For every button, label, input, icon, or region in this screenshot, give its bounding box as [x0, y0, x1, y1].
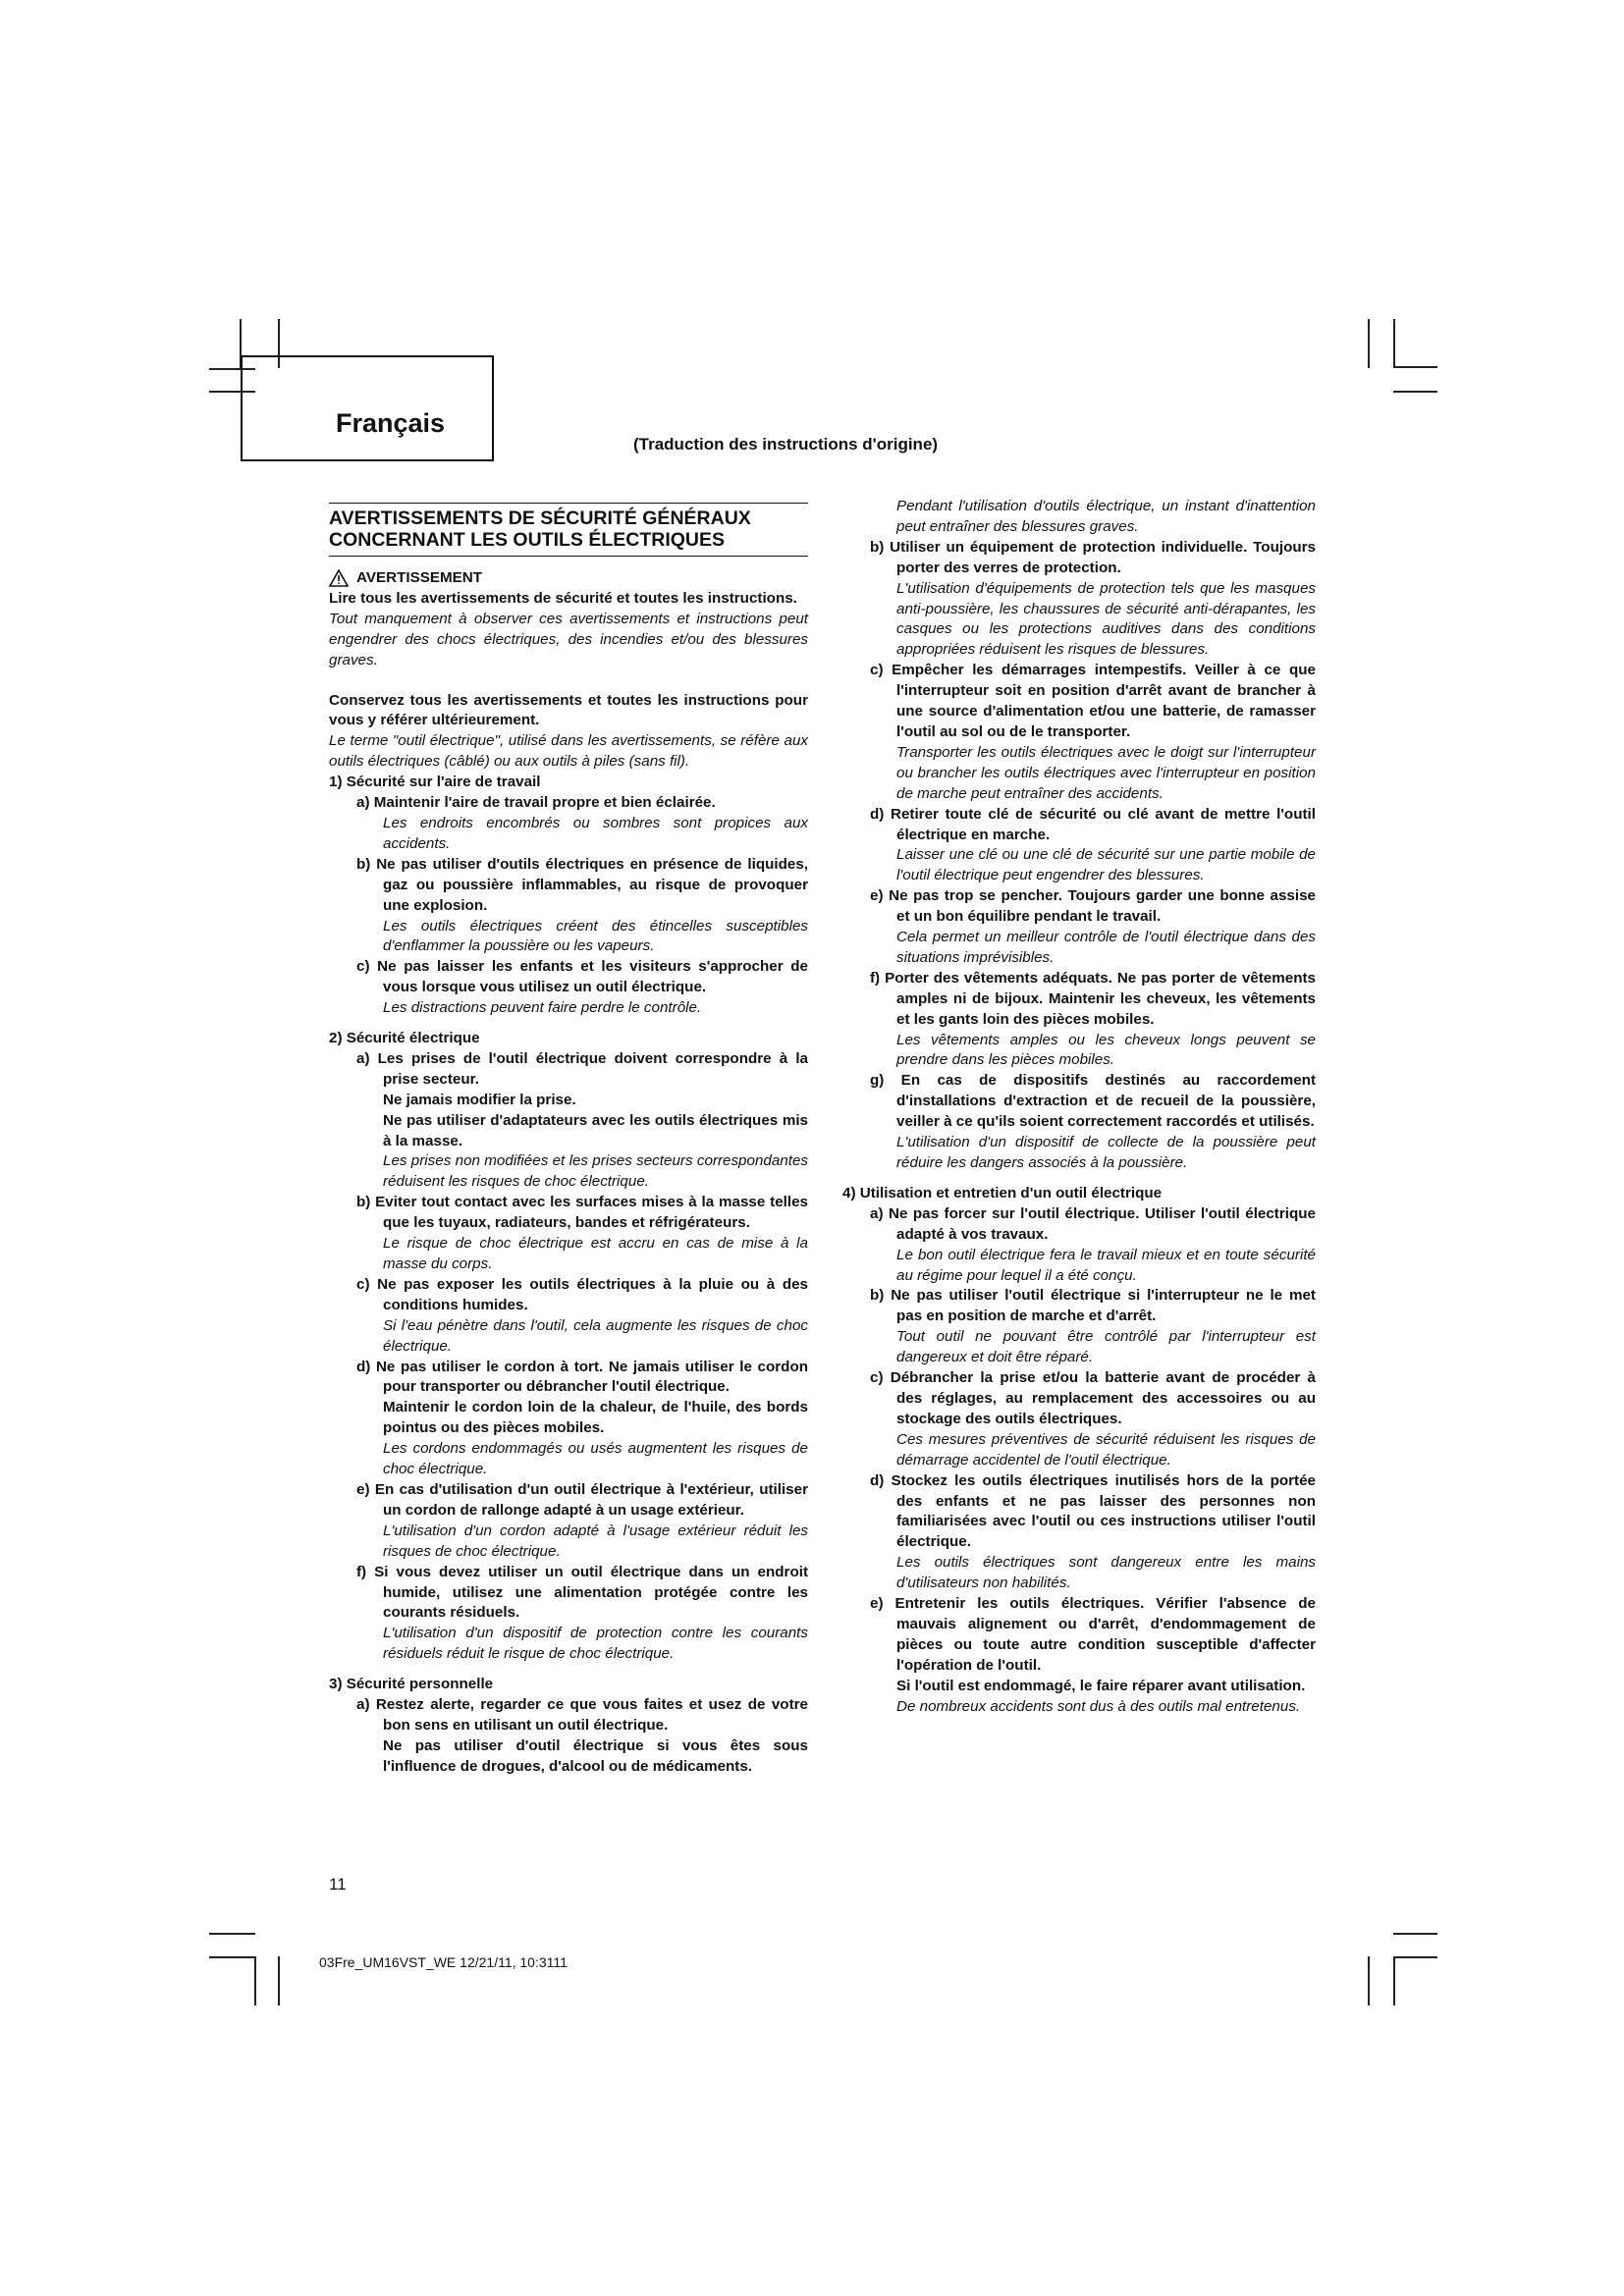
section-heading-2: 2) Sécurité électrique — [329, 1030, 480, 1047]
item-3c: c) Empêcher les démarrages intempestifs. Veiller à ce que l'interrupteur soit en position d'arrêt avant de brancher à une source d'alimentation et/ou une batterie, de ramasser l'outil au sol ou de le transporter. — [870, 662, 1316, 740]
title-line-1: AVERTISSEMENTS DE SÉCURITÉ GÉNÉRAUX — [329, 507, 751, 529]
section-heading-4: 4) Utilisation et entretien d'un outil électrique — [842, 1184, 1163, 1201]
right-column — [842, 497, 1316, 1717]
crop-mark — [1393, 1933, 1437, 1935]
item-1b-note: Les outils électriques créent des étincelles susceptibles d'enflammer la poussière ou les vapeurs. — [383, 917, 808, 955]
item-3a-note: Pendant l'utilisation d'outils électrique, un instant d'inattention peut entraîner des blessures graves. — [896, 498, 1316, 535]
item-3c-note: Transporter les outils électriques avec le doigt sur l'interrupteur ou brancher les outils électriques avec l'interrupteur en position de marche peut entraîner des accidents. — [896, 743, 1316, 802]
item-4b-note: Tout outil ne pouvant être contrôlé par l'interrupteur est dangereux et doit être réparé. — [896, 1328, 1316, 1366]
file-info: 03Fre_UM16VST_WE 12/21/11, 10:3111 — [319, 1954, 568, 1970]
item-1a: a) Maintenir l'aire de travail propre et bien éclairée. — [356, 794, 716, 812]
crop-mark — [1393, 319, 1395, 368]
item-3f: f) Porter des vêtements adéquats. Ne pas porter de vêtements amples ni de bijoux. Maintenir les cheveux, les vêtements et les gants loin des pièces mobiles. — [870, 969, 1316, 1028]
item-4a: a) Ne pas forcer sur l'outil électrique. Utiliser l'outil électrique adapté à vos travaux. — [870, 1204, 1316, 1243]
item-2c-note: Si l'eau pénètre dans l'outil, cela augmente les risques de choc électrique. — [383, 1316, 808, 1355]
item-1b: b) Ne pas utiliser d'outils électriques en présence de liquides, gaz ou poussière inflammables, au risque de provoquer une explosion. — [356, 855, 808, 914]
item-4e: e) Entretenir les outils électriques. Vérifier l'absence de mauvais alignement ou d'arrêt, d'endommagement de pièces ou toute autre condition susceptible d'affecter l'opération de l'outil. — [870, 1595, 1316, 1674]
crop-mark — [1393, 1956, 1437, 1958]
item-4c: c) Débrancher la prise et/ou la batterie avant de procéder à des réglages, au remplacement des accessoires ou au stockage des outils électriques. — [870, 1369, 1316, 1427]
item-4a-note: Le bon outil électrique fera le travail mieux et en toute sécurité au régime pour lequel il a été conçu. — [896, 1246, 1316, 1284]
title-line-2: CONCERNANT LES OUTILS ÉLECTRIQUES — [329, 529, 726, 551]
item-4c-note: Ces mesures préventives de sécurité réduisent les risques de démarrage accidentel de l'outil électrique. — [896, 1430, 1316, 1468]
item-3e: e) Ne pas trop se pencher. Toujours garder une bonne assise et un bon équilibre pendant le travail. — [870, 887, 1316, 926]
item-3g: g) En cas de dispositifs destinés au raccordement d'installations d'extraction et de recueil de la poussière, veiller à ce qu'ils soient correctement raccordés et utilisés. — [870, 1072, 1316, 1131]
intro-bold: Lire tous les avertissements de sécurité et toutes les instructions. — [329, 589, 797, 607]
keep-italic: Le terme "outil électrique", utilisé dans les avertissements, se réfère aux outils électriques (câblé) ou aux outils à piles (sans fil). — [329, 732, 808, 771]
item-4e-note: De nombreux accidents sont dus à des outils mal entretenus. — [896, 1697, 1301, 1715]
spacer — [329, 1665, 808, 1675]
item-3b-note: L'utilisation d'équipements de protection tels que les masques anti-poussière, les chaussures de sécurité anti-dérapantes, les casques ou les protections auditives dans des conditions appropriées réduisent les risques de blessures. — [896, 579, 1316, 659]
crop-mark — [1393, 1956, 1395, 2005]
item-3a: a) Restez alerte, regarder ce que vous faites et usez de votre bon sens en utilisant un outil électrique. — [356, 1696, 808, 1734]
crop-mark — [1393, 391, 1437, 393]
item-2c: c) Ne pas exposer les outils électriques à la pluie ou à des conditions humides. — [356, 1275, 808, 1313]
item-2a-bold-1: Ne jamais modifier la prise. — [383, 1091, 576, 1108]
item-3a-bold: Ne pas utiliser d'outil électrique si vous êtes sous l'influence de drogues, d'alcool ou de médicaments. — [383, 1736, 808, 1775]
crop-mark — [1393, 366, 1437, 368]
item-2a-bold-2: Ne pas utiliser d'adaptateurs avec les outils électriques mis à la masse. — [383, 1111, 808, 1149]
crop-mark — [254, 1956, 256, 2005]
item-2b-note: Le risque de choc électrique est accru en cas de mise à la masse du corps. — [383, 1235, 808, 1272]
item-3e-note: Cela permet un meilleur contrôle de l'outil électrique dans des situations imprévisibles. — [896, 929, 1316, 966]
intro-italic: Tout manquement à observer ces avertissements et instructions peut engendrer des chocs électriques, des incendies et/ou des blessures graves. — [329, 610, 808, 668]
crop-mark — [1368, 319, 1370, 368]
crop-mark — [1368, 1956, 1370, 2005]
language-label: Français — [336, 408, 446, 438]
left-column — [329, 503, 808, 1778]
item-4d-note: Les outils électriques sont dangereux entre les mains d'utilisateurs non habilités. — [896, 1554, 1316, 1592]
item-2d-bold: Maintenir le cordon loin de la chaleur, de l'huile, des bords pointus ou des pièces mobiles. — [383, 1399, 808, 1437]
item-4b: b) Ne pas utiliser l'outil électrique si l'interrupteur ne le met pas en position de marche et d'arrêt. — [870, 1287, 1316, 1325]
item-4d: d) Stockez les outils électriques inutilisés hors de la portée des enfants et ne pas laisser des personnes non familiarisées avec l'outil ou ces instructions utiliser l'outil électrique. — [870, 1471, 1316, 1551]
item-3b: b) Utiliser un équipement de protection individuelle. Toujours porter des verres de protection. — [870, 538, 1316, 576]
item-2a: a) Les prises de l'outil électrique doivent correspondre à la prise secteur. — [356, 1049, 808, 1088]
item-4e-bold: Si l'outil est endommagé, le faire réparer avant utilisation. — [896, 1677, 1306, 1694]
warning-label: AVERTISSEMENT — [356, 569, 482, 586]
item-2e: e) En cas d'utilisation d'un outil électrique à l'extérieur, utiliser un cordon de rallonge adapté à un usage extérieur. — [356, 1480, 808, 1519]
spacer — [329, 671, 808, 691]
crop-mark — [278, 1956, 280, 2005]
keep-bold: Conservez tous les avertissements et toutes les instructions pour vous y référer ultérieurement. — [329, 691, 808, 729]
item-2e-note: L'utilisation d'un cordon adapté à l'usage extérieur réduit les risques de choc électrique. — [383, 1522, 808, 1560]
item-2a-note: Les prises non modifiées et les prises secteurs correspondantes réduisent les risques de choc électrique. — [383, 1152, 808, 1191]
item-1a-note: Les endroits encombrés ou sombres sont propices aux accidents. — [383, 814, 808, 852]
warning-heading — [329, 568, 808, 589]
item-2f: f) Si vous devez utiliser un outil électrique dans un endroit humide, utilisez une alimentation protégée contre les courants résiduels. — [356, 1563, 808, 1622]
item-2f-note: L'utilisation d'un dispositif de protection contre les courants résiduels réduit le risque de choc électrique. — [383, 1625, 808, 1663]
item-1c-note: Les distractions peuvent faire perdre le contrôle. — [383, 999, 702, 1017]
section-title — [329, 503, 808, 557]
item-3g-note: L'utilisation d'un dispositif de collecte de la poussière peut réduire les dangers associés à la poussière. — [896, 1134, 1316, 1171]
item-2d: d) Ne pas utiliser le cordon à tort. Ne jamais utiliser le cordon pour transporter ou débrancher l'outil électrique. — [356, 1358, 808, 1396]
warning-triangle-icon — [329, 569, 349, 587]
section-heading-1: 1) Sécurité sur l'aire de travail — [329, 774, 541, 791]
item-1c: c) Ne pas laisser les enfants et les visiteurs s'approcher de vous lorsque vous utilisez un outil électrique. — [356, 958, 808, 996]
item-3f-note: Les vêtements amples ou les cheveux longs peuvent se prendre dans les pièces mobiles. — [896, 1031, 1316, 1069]
spacer — [842, 1174, 1316, 1184]
item-3d-note: Laisser une clé ou une clé de sécurité sur une partie mobile de l'outil électrique peut engendrer des blessures. — [896, 846, 1316, 884]
item-2d-note: Les cordons endommagés ou usés augmentent les risques de choc électrique. — [383, 1440, 808, 1478]
section-heading-3: 3) Sécurité personnelle — [329, 1676, 494, 1693]
page-number: 11 — [329, 1875, 347, 1894]
document-subtitle: (Traduction des instructions d'origine) — [633, 435, 939, 454]
item-2b: b) Eviter tout contact avec les surfaces mises à la masse telles que les tuyaux, radiateurs, bandes et réfrigérateurs. — [356, 1194, 808, 1232]
crop-mark — [209, 1933, 255, 1935]
item-3d: d) Retirer toute clé de sécurité ou clé avant de mettre l'outil électrique en marche. — [870, 805, 1316, 843]
crop-mark — [209, 1956, 255, 1958]
spacer — [329, 1019, 808, 1029]
